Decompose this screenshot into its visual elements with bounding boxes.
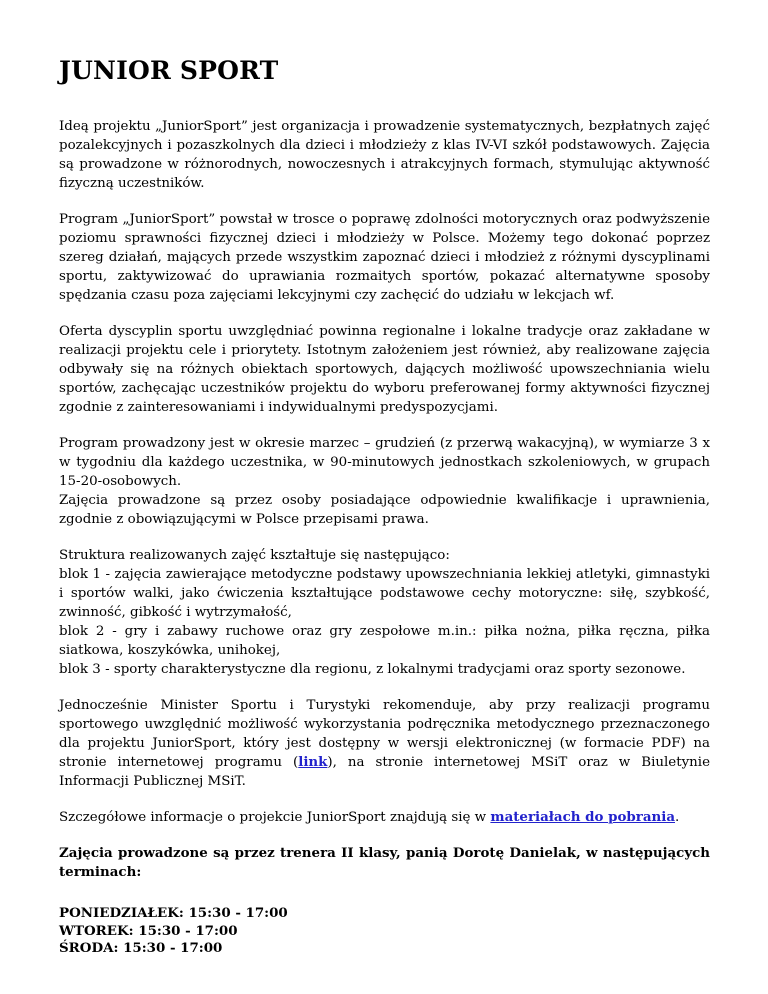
- schedule-wednesday: ŚRODA: 15:30 - 17:00: [59, 940, 223, 956]
- handbook-text-after: ), na stronie internetowej MSiT oraz w Biuletynie Informacji Publicznej MSiT.: [59, 755, 710, 789]
- schedule-monday: PONIEDZIAŁEK: 15:30 - 17:00: [59, 905, 288, 921]
- handbook-link[interactable]: link: [298, 754, 328, 770]
- intro-paragraph: Ideą projektu „JuniorSport” jest organizacja i prowadzenie systematycznych, bezpłatnych zajęć pozalekcyjnych i pozaszkolnych dla dzieci i młodzieży z klas IV-VI szkół podstawowych. Zajęcia są prowadzone w różnorodnych, nowoczesnych i atrakcyjnych formach, stymulując aktywność fizyczną uczestników.: [59, 119, 710, 191]
- trainer-paragraph: Zajęcia prowadzone są przez trenera II klasy, panią Dorotę Danielak, w następujących terminach:: [59, 845, 710, 880]
- page-title: JUNIOR SPORT: [59, 56, 279, 85]
- structure-paragraph: [59, 546, 710, 679]
- program-period-text: Program prowadzony jest w okresie marzec – grudzień (z przerwą wakacyjną), w wymiarze 3 x w tygodniu dla każdego uczestnika, w 90-minutowych jednostkach szkoleniowych, w grupach 15-20-osobowych.: [59, 436, 710, 489]
- downloads-link[interactable]: materiałach do pobrania: [490, 809, 675, 825]
- schedule-list: [59, 905, 710, 958]
- trainers-qualifications-text: Zajęcia prowadzone są przez osoby posiadające odpowiednie kwalifikacje i uprawnienia, zgodnie z obowiązującymi w Polsce przepisami prawa.: [59, 493, 710, 527]
- handbook-paragraph: [59, 696, 710, 791]
- structure-block-3: blok 3 - sporty charakterystyczne dla regionu, z lokalnymi tradycjami oraz sporty sezonowe.: [59, 662, 686, 677]
- program-origin-paragraph: Program „JuniorSport” powstał w trosce o poprawę zdolności motorycznych oraz podwyższenie poziomu sprawności fizycznej dzieci i młodzieży w Polsce. Możemy tego dokonać poprzez szereg działań, mających przede wszystkim zapoznać dzieci i młodzież z różnymi dyscyplinami sportu, zaktywizować do uprawiania rozmaitych sportów, pokazać alternatywne sposoby spędzania czasu poza zajęciami lekcyjnymi czy zachęcić do udziału w lekcjach wf.: [59, 212, 710, 303]
- downloads-text-after: .: [675, 810, 680, 825]
- structure-block-1: blok 1 - zajęcia zawierające metodyczne podstawy upowszechniania lekkiej atletyki, gimnastyki i sportów walki, jako ćwiczenia kształtujące podstawowe cechy motoryczne: siłę, szybkość, zwinność, gibkość i wytrzymałość,: [59, 567, 710, 620]
- handbook-text-before: Jednocześnie Minister Sportu i Turystyki rekomenduje, aby przy realizacji programu sportowego uwzględnić możliwość wykorzystania podręcznika metodycznego przeznaczonego dla projektu JuniorSport, który jest dostępny w wersji elektronicznej (w formacie PDF) na stronie internetowej programu (: [59, 698, 710, 770]
- structure-intro: Struktura realizowanych zajęć kształtuje się następująco:: [59, 548, 450, 563]
- structure-block-2: blok 2 - gry i zabawy ruchowe oraz gry zespołowe m.in.: piłka nożna, piłka ręczna, piłka siatkowa, koszykówka, unihokej,: [59, 624, 710, 658]
- schedule-tuesday: WTOREK: 15:30 - 17:00: [59, 922, 238, 939]
- program-schedule-paragraph: [59, 434, 710, 529]
- downloads-text-before: Szczegółowe informacje o projekcie JuniorSport znajdują się w: [59, 810, 491, 825]
- downloads-paragraph: [59, 808, 710, 827]
- disciplines-offer-paragraph: Oferta dyscyplin sportu uwzględniać powinna regionalne i lokalne tradycje oraz zakładane w realizacji projektu cele i priorytety. Istotnym założeniem jest również, aby realizowane zajęcia odbywały się na różnych obiektach sportowych, dających możliwość upowszechniania wielu sportów, zachęcając uczestników projektu do wyboru preferowanej formy aktywności fizycznej zgodnie z zainteresowaniami i indywidualnymi predyspozycjami.: [59, 324, 710, 415]
